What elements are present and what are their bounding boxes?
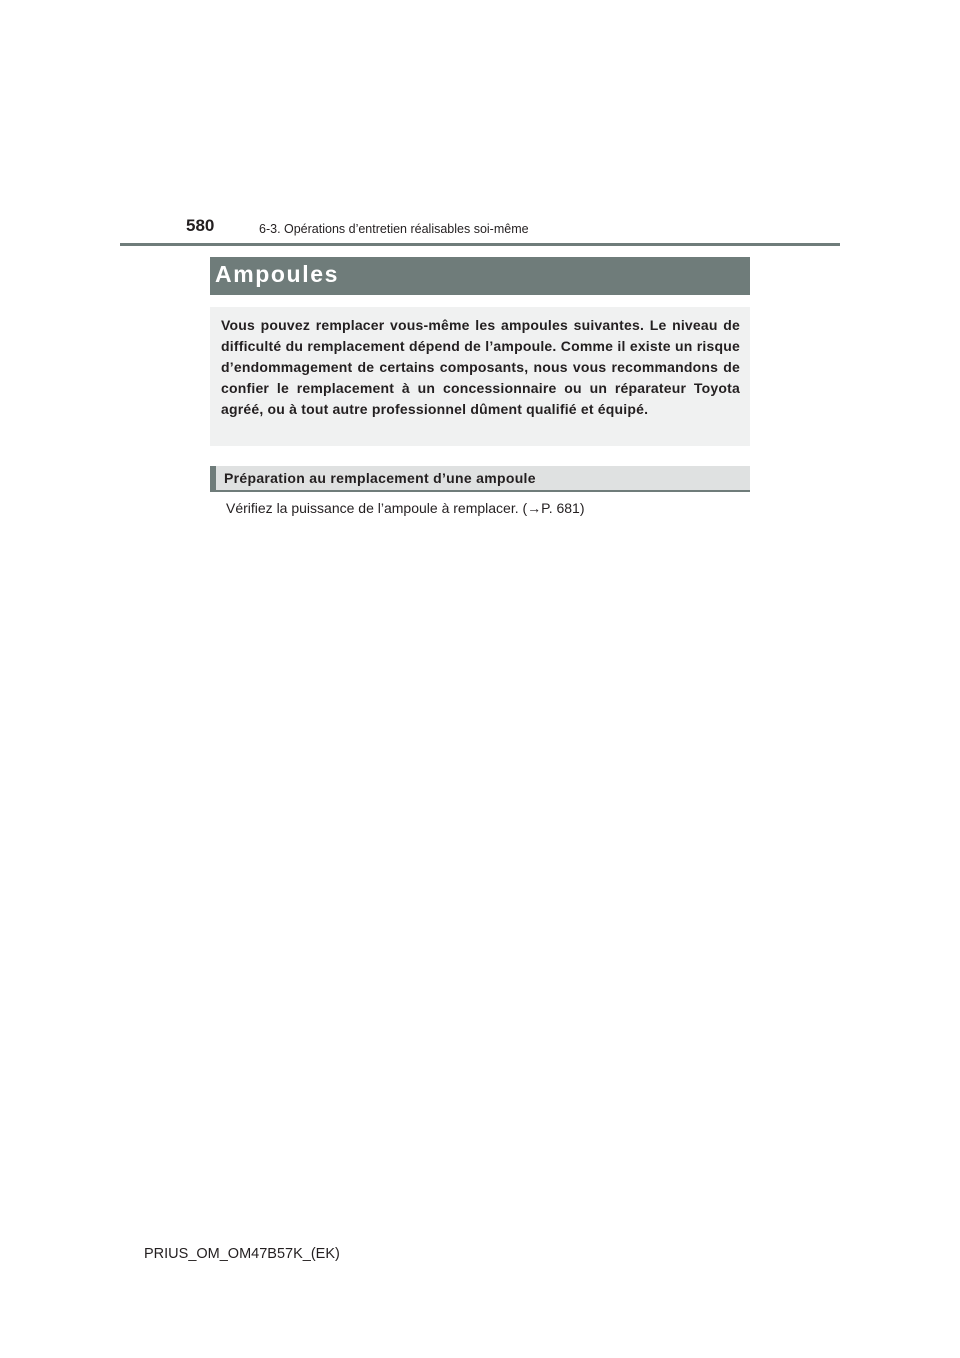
header-divider [120,243,840,246]
intro-text: Vous pouvez remplacer vous-même les ampoules suivantes. Le niveau de difficulté du remplacement dépend de l’ampoule. Comme il existe un risque d’endommagement de certains composants, nous vous recommandons de confier le remplacement à un concessionnaire ou un réparateur Toyota agréé, ou à tout autre professionnel dûment qualifié et équipé. [221,317,740,417]
intro-box [210,307,750,446]
body-paragraph [226,500,585,516]
page-number: 580 [186,216,215,235]
page-title: Ampoules [215,261,339,287]
title-bar [210,257,750,295]
subheading-accent [210,466,216,490]
subheading-bar [210,466,750,492]
body-text: Vérifiez la puissance de l’ampoule à remplacer. ( [226,500,528,516]
page-reference: P. 681) [541,500,585,516]
footer-document-code: PRIUS_OM_OM47B57K_(EK) [144,1246,340,1262]
section-path: 6-3. Opérations d’entretien réalisables soi-même [259,222,529,236]
arrow-icon: → [527,500,542,516]
subheading-text: Préparation au remplacement d’une ampoule [224,470,536,486]
